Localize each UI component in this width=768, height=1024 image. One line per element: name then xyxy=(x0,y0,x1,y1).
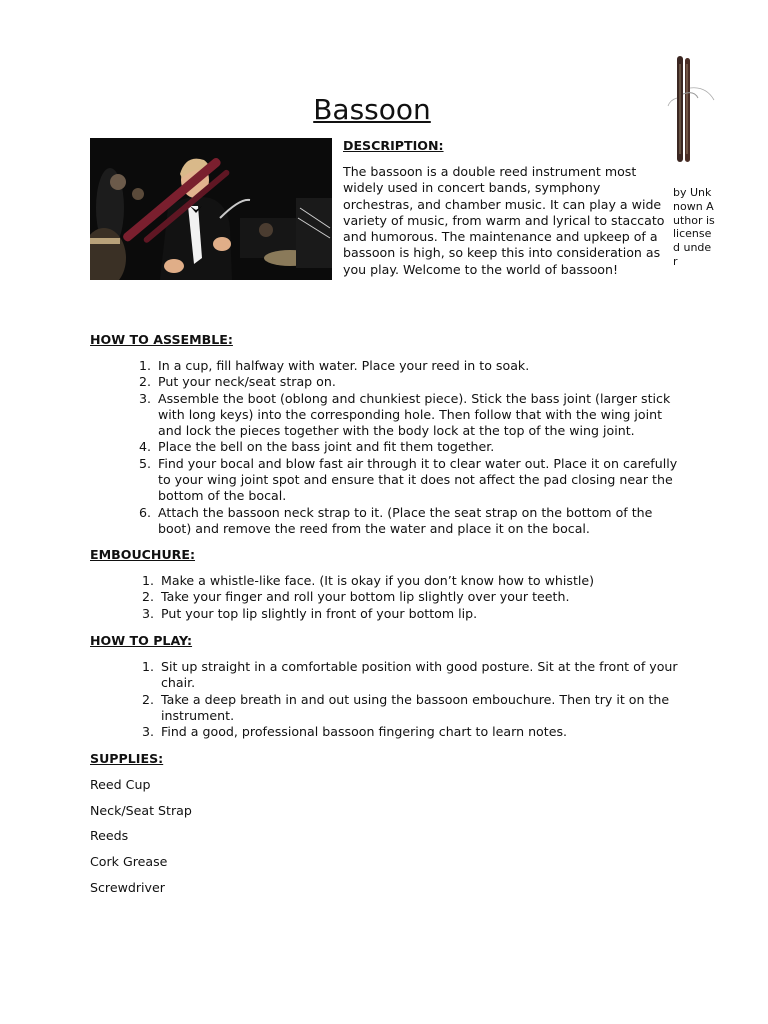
list-item-text: Put your neck/seat strap on. xyxy=(158,374,336,390)
list-number: 4. xyxy=(138,439,151,455)
description-text: The bassoon is a double reed instrument most widely used in concert bands, symphony orchestras, and chamber music. It can play a wide variety of music, from warm and lyrical to staccato and humorous. The maintenance and upkeep of a bassoon is high, so keep this into consideration as you play. Welcome to the world of bassoon! xyxy=(343,164,665,277)
image-credit: by Unknown Author is licensed under xyxy=(673,186,715,268)
assemble-steps xyxy=(135,358,681,537)
list-number: 1. xyxy=(141,659,154,674)
list-item xyxy=(135,358,681,374)
supply-item: Cork Grease xyxy=(90,854,168,870)
list-item xyxy=(135,456,681,505)
list-item-text: Find a good, professional bassoon fingering chart to learn notes. xyxy=(161,724,568,740)
list-item-text: Attach the bassoon neck strap to it. (Place the seat strap on the bottom of the boot) and remove the reed from the water and place it on the bocal. xyxy=(158,504,653,536)
description-section xyxy=(343,138,665,278)
list-item-text: Put your top lip slightly in front of your bottom lip. xyxy=(161,605,478,621)
list-number: 1. xyxy=(138,358,151,373)
list-item xyxy=(138,692,678,725)
bassoonist-photo xyxy=(90,138,332,280)
bassoon-thumbnail-image xyxy=(664,54,720,164)
list-item-text: Find your bocal and blow fast air through it to clear water out. Place it on carefully to your wing joint spot and ensure that it does not affect the pad closing near the bottom of the bocal. xyxy=(158,455,678,504)
list-number: 3. xyxy=(141,605,154,621)
list-item-text: Place the bell on the bass joint and fit them together. xyxy=(158,439,495,455)
embouchure-steps xyxy=(138,573,678,622)
list-item-text: Sit up straight in a comfortable position with good posture. Sit at the front of your chair. xyxy=(161,659,678,691)
list-item-text: Make a whistle-like face. (It is okay if you don’t know how to whistle) xyxy=(161,573,595,588)
play-steps xyxy=(138,659,678,740)
list-number: 2. xyxy=(141,691,154,707)
list-number: 6. xyxy=(138,504,151,520)
list-number: 1. xyxy=(141,573,154,588)
list-item xyxy=(135,374,681,390)
page-title: Bassoon xyxy=(313,93,431,126)
list-number: 5. xyxy=(138,455,151,471)
list-item-text: Take a deep breath in and out using the bassoon embouchure. Then try it on the instrument. xyxy=(161,691,670,723)
embouchure-heading: EMBOUCHURE: xyxy=(90,547,196,562)
list-number: 2. xyxy=(138,374,151,390)
list-item xyxy=(138,589,678,605)
supplies-heading: SUPPLIES: xyxy=(90,751,164,766)
supply-item: Neck/Seat Strap xyxy=(90,802,192,818)
list-item xyxy=(138,573,678,589)
supply-item: Screwdriver xyxy=(90,879,165,895)
supply-item: Reeds xyxy=(90,828,129,844)
list-item xyxy=(138,606,678,622)
play-heading: HOW TO PLAY: xyxy=(90,633,193,648)
list-item xyxy=(135,391,681,440)
list-item xyxy=(135,505,681,538)
list-item xyxy=(138,724,678,740)
list-item-text: In a cup, fill halfway with water. Place your reed in to soak. xyxy=(158,358,530,373)
supply-item: Reed Cup xyxy=(90,777,151,792)
assemble-heading: HOW TO ASSEMBLE: xyxy=(90,332,233,347)
list-item-text: Take your finger and roll your bottom lip slightly over your teeth. xyxy=(161,589,570,605)
list-item xyxy=(138,659,678,692)
list-number: 3. xyxy=(141,724,154,740)
list-item-text: Assemble the boot (oblong and chunkiest piece). Stick the bass joint (larger stick with long keys) into the corresponding hole. Then follow that with the wing joint and lock the pieces together with the body lock at the top of the wing joint. xyxy=(158,390,671,439)
list-item xyxy=(135,439,681,455)
description-heading: DESCRIPTION: xyxy=(343,138,444,153)
list-number: 2. xyxy=(141,589,154,605)
list-number: 3. xyxy=(138,390,151,406)
